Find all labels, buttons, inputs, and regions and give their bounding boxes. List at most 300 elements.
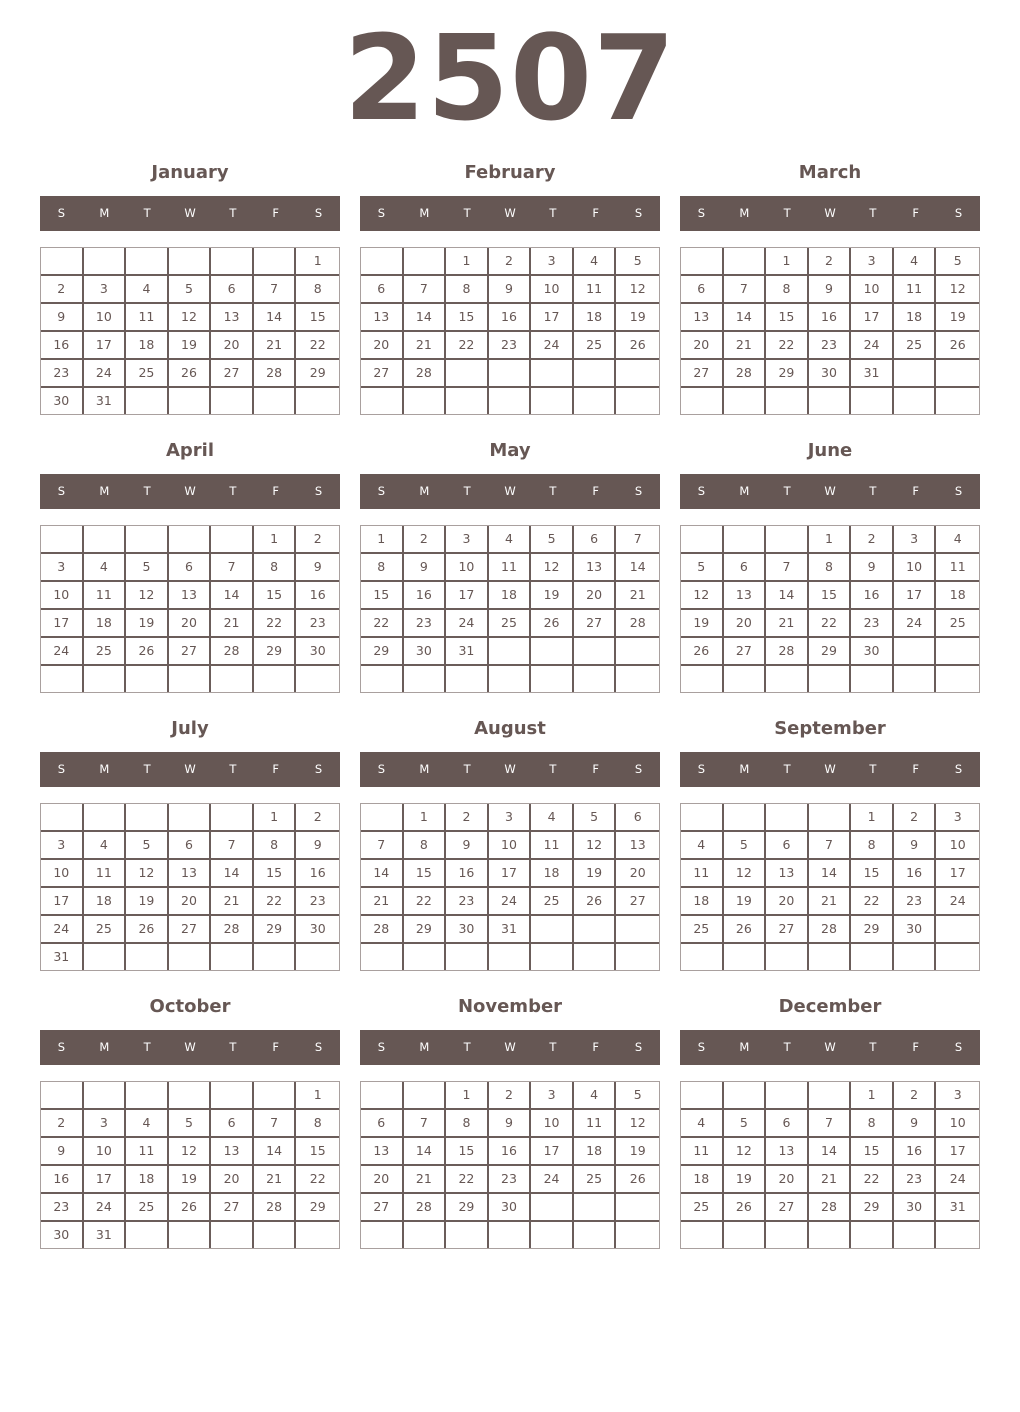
day-cell[interactable]: 12 [724,860,767,888]
day-cell[interactable]: 31 [84,1222,127,1248]
day-cell[interactable]: 9 [851,554,894,582]
day-cell[interactable]: 19 [724,1166,767,1194]
day-cell[interactable]: 24 [936,1166,979,1194]
day-cell[interactable]: 27 [766,916,809,944]
day-cell[interactable]: 1 [766,248,809,276]
day-cell[interactable]: 31 [446,638,489,666]
day-cell[interactable]: 26 [169,1194,212,1222]
day-cell[interactable]: 30 [404,638,447,666]
day-cell[interactable]: 27 [361,1194,404,1222]
day-cell[interactable]: 21 [809,888,852,916]
day-cell[interactable]: 11 [574,276,617,304]
day-cell[interactable]: 13 [766,860,809,888]
day-cell[interactable]: 16 [41,332,84,360]
day-cell[interactable]: 28 [809,1194,852,1222]
day-cell[interactable]: 25 [84,638,127,666]
day-cell[interactable]: 30 [296,638,339,666]
day-cell[interactable]: 16 [489,304,532,332]
day-cell[interactable]: 6 [169,554,212,582]
day-cell[interactable]: 31 [936,1194,979,1222]
day-cell[interactable]: 2 [851,526,894,554]
day-cell[interactable]: 22 [254,610,297,638]
day-cell[interactable]: 16 [894,1138,937,1166]
day-cell[interactable]: 8 [296,276,339,304]
day-cell[interactable]: 22 [296,1166,339,1194]
day-cell[interactable]: 17 [851,304,894,332]
day-cell[interactable]: 6 [211,1110,254,1138]
day-cell[interactable]: 13 [361,1138,404,1166]
day-cell[interactable]: 11 [126,304,169,332]
day-cell[interactable]: 13 [211,304,254,332]
day-cell[interactable]: 6 [169,832,212,860]
day-cell[interactable]: 10 [851,276,894,304]
day-cell[interactable]: 14 [766,582,809,610]
day-cell[interactable]: 12 [126,860,169,888]
day-cell[interactable]: 25 [681,916,724,944]
day-cell[interactable]: 22 [296,332,339,360]
day-cell[interactable]: 19 [531,582,574,610]
day-cell[interactable]: 24 [84,1194,127,1222]
day-cell[interactable]: 8 [254,554,297,582]
day-cell[interactable]: 19 [616,1138,659,1166]
day-cell[interactable]: 11 [681,1138,724,1166]
day-cell[interactable]: 18 [489,582,532,610]
day-cell[interactable]: 5 [681,554,724,582]
day-cell[interactable]: 9 [446,832,489,860]
day-cell[interactable]: 7 [254,1110,297,1138]
day-cell[interactable]: 18 [531,860,574,888]
day-cell[interactable]: 2 [446,804,489,832]
day-cell[interactable]: 2 [809,248,852,276]
day-cell[interactable]: 10 [894,554,937,582]
day-cell[interactable]: 8 [361,554,404,582]
day-cell[interactable]: 21 [809,1166,852,1194]
day-cell[interactable]: 15 [446,304,489,332]
day-cell[interactable]: 29 [766,360,809,388]
day-cell[interactable]: 27 [169,916,212,944]
day-cell[interactable]: 25 [681,1194,724,1222]
day-cell[interactable]: 28 [254,360,297,388]
day-cell[interactable]: 4 [489,526,532,554]
day-cell[interactable]: 13 [169,860,212,888]
day-cell[interactable]: 12 [681,582,724,610]
day-cell[interactable]: 9 [296,554,339,582]
day-cell[interactable]: 21 [766,610,809,638]
day-cell[interactable]: 16 [404,582,447,610]
day-cell[interactable]: 5 [616,1082,659,1110]
day-cell[interactable]: 15 [851,860,894,888]
day-cell[interactable]: 17 [84,332,127,360]
day-cell[interactable]: 5 [616,248,659,276]
day-cell[interactable]: 15 [766,304,809,332]
day-cell[interactable]: 7 [766,554,809,582]
day-cell[interactable]: 22 [766,332,809,360]
day-cell[interactable]: 4 [574,248,617,276]
day-cell[interactable]: 6 [766,1110,809,1138]
day-cell[interactable]: 11 [84,860,127,888]
day-cell[interactable]: 21 [724,332,767,360]
day-cell[interactable]: 6 [211,276,254,304]
day-cell[interactable]: 2 [489,248,532,276]
day-cell[interactable]: 22 [446,332,489,360]
day-cell[interactable]: 11 [894,276,937,304]
day-cell[interactable]: 16 [894,860,937,888]
day-cell[interactable]: 26 [531,610,574,638]
day-cell[interactable]: 27 [681,360,724,388]
day-cell[interactable]: 28 [766,638,809,666]
day-cell[interactable]: 19 [936,304,979,332]
day-cell[interactable]: 8 [296,1110,339,1138]
day-cell[interactable]: 25 [126,1194,169,1222]
day-cell[interactable]: 17 [446,582,489,610]
day-cell[interactable]: 21 [254,332,297,360]
day-cell[interactable]: 18 [84,610,127,638]
day-cell[interactable]: 28 [724,360,767,388]
day-cell[interactable]: 15 [446,1138,489,1166]
day-cell[interactable]: 18 [574,304,617,332]
day-cell[interactable]: 16 [296,582,339,610]
day-cell[interactable]: 13 [616,832,659,860]
day-cell[interactable]: 16 [851,582,894,610]
day-cell[interactable]: 16 [296,860,339,888]
day-cell[interactable]: 6 [724,554,767,582]
day-cell[interactable]: 5 [724,832,767,860]
day-cell[interactable]: 2 [404,526,447,554]
day-cell[interactable]: 18 [574,1138,617,1166]
day-cell[interactable]: 15 [296,1138,339,1166]
day-cell[interactable]: 5 [169,276,212,304]
day-cell[interactable]: 11 [489,554,532,582]
day-cell[interactable]: 8 [404,832,447,860]
day-cell[interactable]: 29 [254,916,297,944]
day-cell[interactable]: 15 [296,304,339,332]
day-cell[interactable]: 21 [404,332,447,360]
day-cell[interactable]: 31 [851,360,894,388]
day-cell[interactable]: 13 [211,1138,254,1166]
day-cell[interactable]: 2 [296,804,339,832]
day-cell[interactable]: 8 [446,1110,489,1138]
day-cell[interactable]: 23 [296,888,339,916]
day-cell[interactable]: 8 [766,276,809,304]
day-cell[interactable]: 29 [254,638,297,666]
day-cell[interactable]: 19 [616,304,659,332]
day-cell[interactable]: 26 [616,332,659,360]
day-cell[interactable]: 15 [254,860,297,888]
day-cell[interactable]: 2 [894,1082,937,1110]
day-cell[interactable]: 16 [41,1166,84,1194]
day-cell[interactable]: 18 [681,888,724,916]
day-cell[interactable]: 29 [809,638,852,666]
day-cell[interactable]: 1 [361,526,404,554]
day-cell[interactable]: 4 [531,804,574,832]
day-cell[interactable]: 3 [936,804,979,832]
day-cell[interactable]: 29 [296,360,339,388]
day-cell[interactable]: 26 [126,916,169,944]
day-cell[interactable]: 10 [531,276,574,304]
day-cell[interactable]: 16 [809,304,852,332]
day-cell[interactable]: 20 [361,1166,404,1194]
day-cell[interactable]: 23 [851,610,894,638]
day-cell[interactable]: 29 [296,1194,339,1222]
day-cell[interactable]: 21 [211,610,254,638]
day-cell[interactable]: 11 [531,832,574,860]
day-cell[interactable]: 14 [404,1138,447,1166]
day-cell[interactable]: 1 [446,1082,489,1110]
day-cell[interactable]: 15 [361,582,404,610]
day-cell[interactable]: 7 [361,832,404,860]
day-cell[interactable]: 13 [766,1138,809,1166]
day-cell[interactable]: 28 [616,610,659,638]
day-cell[interactable]: 25 [574,1166,617,1194]
day-cell[interactable]: 30 [894,1194,937,1222]
day-cell[interactable]: 19 [574,860,617,888]
day-cell[interactable]: 28 [404,1194,447,1222]
day-cell[interactable]: 17 [894,582,937,610]
day-cell[interactable]: 22 [851,1166,894,1194]
day-cell[interactable]: 20 [361,332,404,360]
day-cell[interactable]: 12 [531,554,574,582]
day-cell[interactable]: 23 [446,888,489,916]
day-cell[interactable]: 18 [894,304,937,332]
day-cell[interactable]: 21 [254,1166,297,1194]
day-cell[interactable]: 25 [531,888,574,916]
day-cell[interactable]: 4 [126,1110,169,1138]
day-cell[interactable]: 9 [489,276,532,304]
day-cell[interactable]: 20 [766,1166,809,1194]
day-cell[interactable]: 26 [169,360,212,388]
day-cell[interactable]: 28 [254,1194,297,1222]
day-cell[interactable]: 23 [296,610,339,638]
day-cell[interactable]: 4 [84,554,127,582]
day-cell[interactable]: 13 [169,582,212,610]
day-cell[interactable]: 9 [894,1110,937,1138]
day-cell[interactable]: 26 [681,638,724,666]
day-cell[interactable]: 12 [126,582,169,610]
day-cell[interactable]: 25 [936,610,979,638]
day-cell[interactable]: 27 [616,888,659,916]
day-cell[interactable]: 12 [169,304,212,332]
day-cell[interactable]: 23 [41,1194,84,1222]
day-cell[interactable]: 19 [681,610,724,638]
day-cell[interactable]: 14 [211,860,254,888]
day-cell[interactable]: 29 [361,638,404,666]
day-cell[interactable]: 22 [809,610,852,638]
day-cell[interactable]: 10 [41,582,84,610]
day-cell[interactable]: 24 [851,332,894,360]
day-cell[interactable]: 7 [211,832,254,860]
day-cell[interactable]: 19 [126,610,169,638]
day-cell[interactable]: 14 [211,582,254,610]
day-cell[interactable]: 13 [681,304,724,332]
day-cell[interactable]: 17 [531,1138,574,1166]
day-cell[interactable]: 15 [254,582,297,610]
day-cell[interactable]: 1 [851,804,894,832]
day-cell[interactable]: 13 [724,582,767,610]
day-cell[interactable]: 17 [41,610,84,638]
day-cell[interactable]: 6 [361,1110,404,1138]
day-cell[interactable]: 3 [41,832,84,860]
day-cell[interactable]: 16 [489,1138,532,1166]
day-cell[interactable]: 11 [126,1138,169,1166]
day-cell[interactable]: 1 [809,526,852,554]
day-cell[interactable]: 11 [84,582,127,610]
day-cell[interactable]: 12 [724,1138,767,1166]
day-cell[interactable]: 15 [404,860,447,888]
day-cell[interactable]: 23 [404,610,447,638]
day-cell[interactable]: 14 [809,860,852,888]
day-cell[interactable]: 23 [894,1166,937,1194]
day-cell[interactable]: 2 [296,526,339,554]
day-cell[interactable]: 30 [851,638,894,666]
day-cell[interactable]: 3 [84,1110,127,1138]
day-cell[interactable]: 25 [84,916,127,944]
day-cell[interactable]: 10 [41,860,84,888]
day-cell[interactable]: 20 [574,582,617,610]
day-cell[interactable]: 15 [851,1138,894,1166]
day-cell[interactable]: 25 [489,610,532,638]
day-cell[interactable]: 8 [851,832,894,860]
day-cell[interactable]: 19 [724,888,767,916]
day-cell[interactable]: 14 [254,304,297,332]
day-cell[interactable]: 5 [724,1110,767,1138]
day-cell[interactable]: 30 [446,916,489,944]
day-cell[interactable]: 3 [936,1082,979,1110]
day-cell[interactable]: 6 [766,832,809,860]
day-cell[interactable]: 31 [41,944,84,970]
day-cell[interactable]: 24 [84,360,127,388]
day-cell[interactable]: 8 [851,1110,894,1138]
day-cell[interactable]: 18 [681,1166,724,1194]
day-cell[interactable]: 29 [851,916,894,944]
day-cell[interactable]: 9 [296,832,339,860]
day-cell[interactable]: 20 [169,888,212,916]
day-cell[interactable]: 13 [361,304,404,332]
day-cell[interactable]: 30 [41,388,84,414]
day-cell[interactable]: 19 [169,1166,212,1194]
day-cell[interactable]: 25 [126,360,169,388]
day-cell[interactable]: 28 [211,916,254,944]
day-cell[interactable]: 10 [936,832,979,860]
day-cell[interactable]: 7 [404,1110,447,1138]
day-cell[interactable]: 26 [724,1194,767,1222]
day-cell[interactable]: 20 [724,610,767,638]
day-cell[interactable]: 1 [851,1082,894,1110]
day-cell[interactable]: 25 [894,332,937,360]
day-cell[interactable]: 7 [211,554,254,582]
day-cell[interactable]: 23 [809,332,852,360]
day-cell[interactable]: 27 [574,610,617,638]
day-cell[interactable]: 10 [531,1110,574,1138]
day-cell[interactable]: 5 [169,1110,212,1138]
day-cell[interactable]: 21 [361,888,404,916]
day-cell[interactable]: 3 [531,1082,574,1110]
day-cell[interactable]: 9 [404,554,447,582]
day-cell[interactable]: 11 [681,860,724,888]
day-cell[interactable]: 30 [489,1194,532,1222]
day-cell[interactable]: 20 [766,888,809,916]
day-cell[interactable]: 15 [809,582,852,610]
day-cell[interactable]: 8 [809,554,852,582]
day-cell[interactable]: 7 [616,526,659,554]
day-cell[interactable]: 14 [361,860,404,888]
day-cell[interactable]: 18 [936,582,979,610]
day-cell[interactable]: 22 [254,888,297,916]
day-cell[interactable]: 7 [724,276,767,304]
day-cell[interactable]: 1 [296,248,339,276]
day-cell[interactable]: 3 [489,804,532,832]
day-cell[interactable]: 10 [84,1138,127,1166]
day-cell[interactable]: 5 [126,832,169,860]
day-cell[interactable]: 4 [574,1082,617,1110]
day-cell[interactable]: 25 [574,332,617,360]
day-cell[interactable]: 6 [361,276,404,304]
day-cell[interactable]: 27 [211,360,254,388]
day-cell[interactable]: 2 [894,804,937,832]
day-cell[interactable]: 24 [936,888,979,916]
day-cell[interactable]: 9 [41,304,84,332]
day-cell[interactable]: 5 [936,248,979,276]
day-cell[interactable]: 1 [254,526,297,554]
day-cell[interactable]: 10 [446,554,489,582]
day-cell[interactable]: 24 [531,332,574,360]
day-cell[interactable]: 31 [84,388,127,414]
day-cell[interactable]: 20 [211,332,254,360]
day-cell[interactable]: 3 [84,276,127,304]
day-cell[interactable]: 10 [84,304,127,332]
day-cell[interactable]: 21 [404,1166,447,1194]
day-cell[interactable]: 20 [211,1166,254,1194]
day-cell[interactable]: 1 [254,804,297,832]
day-cell[interactable]: 3 [894,526,937,554]
day-cell[interactable]: 17 [489,860,532,888]
day-cell[interactable]: 9 [894,832,937,860]
day-cell[interactable]: 4 [681,832,724,860]
day-cell[interactable]: 6 [616,804,659,832]
day-cell[interactable]: 8 [254,832,297,860]
day-cell[interactable]: 29 [446,1194,489,1222]
day-cell[interactable]: 9 [489,1110,532,1138]
day-cell[interactable]: 18 [126,332,169,360]
day-cell[interactable]: 4 [681,1110,724,1138]
day-cell[interactable]: 12 [616,1110,659,1138]
day-cell[interactable]: 12 [616,276,659,304]
day-cell[interactable]: 20 [616,860,659,888]
day-cell[interactable]: 10 [936,1110,979,1138]
day-cell[interactable]: 18 [126,1166,169,1194]
day-cell[interactable]: 17 [531,304,574,332]
day-cell[interactable]: 6 [574,526,617,554]
day-cell[interactable]: 18 [84,888,127,916]
day-cell[interactable]: 4 [894,248,937,276]
day-cell[interactable]: 9 [809,276,852,304]
day-cell[interactable]: 28 [361,916,404,944]
day-cell[interactable]: 14 [616,554,659,582]
day-cell[interactable]: 11 [574,1110,617,1138]
day-cell[interactable]: 5 [126,554,169,582]
day-cell[interactable]: 7 [809,1110,852,1138]
day-cell[interactable]: 21 [211,888,254,916]
day-cell[interactable]: 3 [851,248,894,276]
day-cell[interactable]: 12 [574,832,617,860]
day-cell[interactable]: 6 [681,276,724,304]
day-cell[interactable]: 4 [84,832,127,860]
day-cell[interactable]: 12 [936,276,979,304]
day-cell[interactable]: 19 [126,888,169,916]
day-cell[interactable]: 9 [41,1138,84,1166]
day-cell[interactable]: 31 [489,916,532,944]
day-cell[interactable]: 28 [404,360,447,388]
day-cell[interactable]: 22 [404,888,447,916]
